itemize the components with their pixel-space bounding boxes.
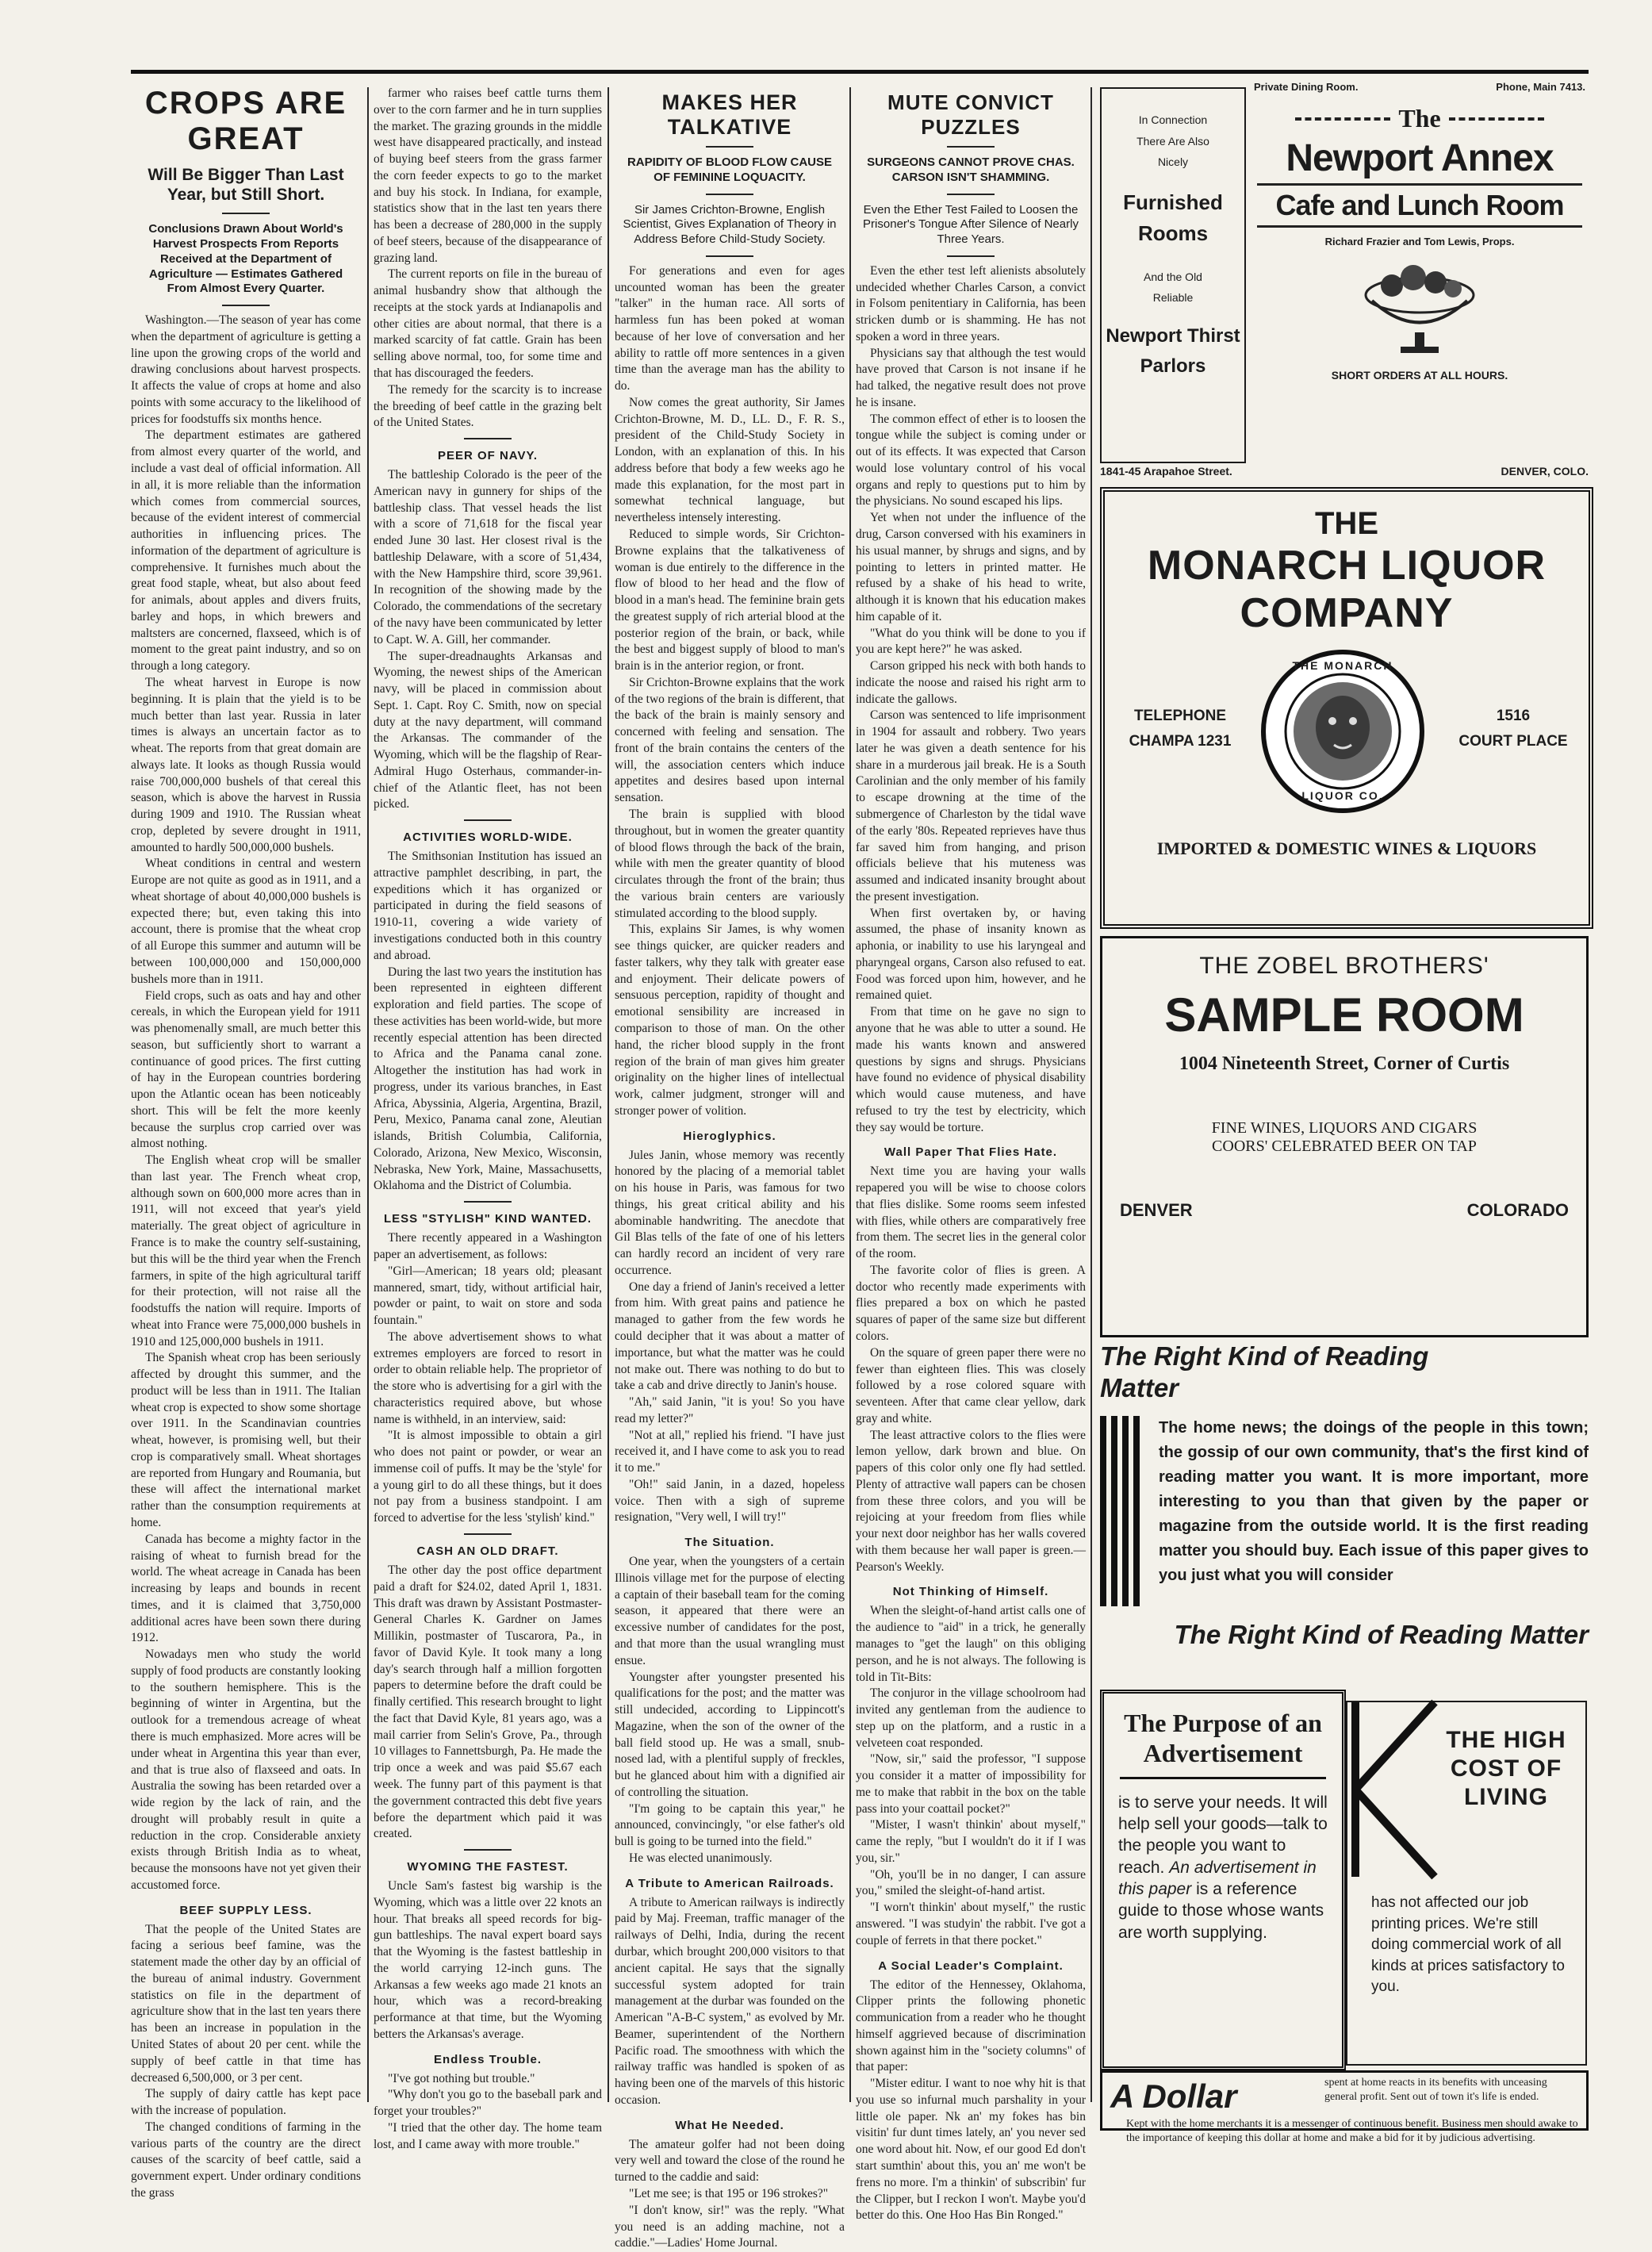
- section-heading: Not Thinking of Himself.: [892, 1585, 1049, 1599]
- paragraph: The least attractive colors to the flies were lemon yellow, dark brown and blue. On papers of this color only one fly had settled. Plenty of attractive wall papers can be chosen from these three colors, and you will be rejoicing at your freedom from flies while your next door neighbor has her walls covered with them because her wall paper is green.—Pearson's Weekly.: [856, 1428, 1086, 1574]
- paragraph: The favorite color of flies is green. A doctor who recently made experiments with flies prepared a box on which he pasted squares of paper of the same size but different colors.: [856, 1263, 1086, 1343]
- deck-talkative: Sir James Crichton-Browne, English Scientist, Gives Explanation of Theory in Address Before Child-Study Society.: [623, 202, 837, 246]
- ad-text: And the Old: [1144, 270, 1202, 283]
- headline-talkative: MAKES HER TALKATIVE: [661, 90, 798, 139]
- article-body: [856, 1603, 1086, 1949]
- paragraph: One day a friend of Janin's received a letter from him. With great pains and patience he managed to gather from the few words he could decipher that it was about a matter of importance, but what the matter was he could not make out. There was nothing to do but to take a cab and drive directly to Janin's house.: [615, 1279, 845, 1393]
- paragraph: The brain is supplied with blood throughout, but in women the greater quantity of blood flows through the back of the brain, while with men the greater quantity of blood circulates through the front of the brain; thus the various brain centers are variously stimulated according to the blood supply.: [615, 808, 845, 920]
- paragraph: When the sleight-of-hand artist calls one of the audience to "aid" in a trick, he generally manages to "get the laugh" on this obliging person, and he is not always. The following is told in Tit-Bits:: [856, 1604, 1086, 1684]
- fruit-bowl-icon: [1251, 257, 1589, 364]
- ad-body: Kept with the home merchants it is a messenger of continuous benefit. Business men should awake to the importance of keeping this dollar at home and make a bid for it by judicious advertising.: [1126, 2118, 1578, 2144]
- article-body: [374, 1878, 602, 2043]
- ad-body: is to serve your needs. It will help sell your goods—talk to the people you want to reach.: [1118, 1793, 1328, 1877]
- divider: [706, 194, 753, 195]
- ad-text: DENVER: [1120, 1200, 1193, 1220]
- article-body: [615, 1895, 845, 2109]
- ad-parlors: [1100, 87, 1246, 463]
- paragraph: Uncle Sam's fastest big warship is the Wyoming, which was a little over 22 knots an hour. That breaks all speed records for big-gun battleships. The naval expert board says that the Wyoming is the fastest battleship in the world carrying 12-inch guns. The Arkansas a few weeks ago made 21 knots an hour, which was a record-breaking performance at that time, but the Wyoming betters the Arkansas's average.: [374, 1879, 602, 2041]
- paragraph: "Girl—American; 18 years old; pleasant mannered, smart, tidy, without artificial hair, powder or paint, to wait on store and soda fountain.": [374, 1264, 602, 1328]
- article-body: [374, 86, 602, 432]
- column-crops: [131, 86, 361, 2200]
- paragraph: "I'm going to be captain this year," he announced, convincingly, "or else father's old bull is going to be turned into the field.": [615, 1801, 845, 1849]
- paragraph: That the people of the United States are facing a serious beef famine, was the statement made the other day by an official of the bureau of animal industry. Government statistics on file in the department of agriculture show that in the last ten years there has been an increase in population in the United States of about 20 per cent. while the supply of beef cattle in that time has decreased 6,500,000, or 3 per cent.: [131, 1922, 361, 2085]
- paragraph: Washington.—The season of year has come when the department of agriculture is getting a line upon the growing crops of the world and drawing conclusions about harvest prospects. It affects the value of crops at home and also points with some accuracy to the likelihood of prices for foodstuffs six months hence.: [131, 313, 361, 426]
- ad-text: Newport Thirst: [1106, 324, 1240, 347]
- ad-body: spent at home reacts in its benefits with unceasing general profit. Sent out of town it's life is ended.: [1324, 2077, 1547, 2103]
- paragraph: "Mister, I wasn't thinkin' about myself," came the reply, "but I wouldn't do it if I was you, sir.": [856, 1818, 1086, 1865]
- paragraph: During the last two years the institution has been represented in eighteen different exploration and field parties. The scope of these activities has been world-wide, but more recently especial attention has been directed to Africa and the Panama canal zone. Altogether the institution has had work in progress, under its various branches, in East Africa, Abyssinia, Algeria, Argentina, Brazil, Peru, Mexico, Panama canal zone, Aleutian islands, British Columbia, California, Colorado, Arizona, New Mexico, Wisconsin, Nebraska, New York, Maine, Massachusetts, Oklahoma and the District of Columbia.: [374, 965, 602, 1193]
- divider: [947, 255, 995, 257]
- paragraph: Yet when not under the influence of the drug, Carson conversed with his examiners in his usual manner, by shrugs and signs, and by pointing to letters in printed matter. He refused by a shake of his head to write, although it is known that his education makes him capable of it.: [856, 511, 1086, 623]
- section-heading: ACTIVITIES WORLD-WIDE.: [403, 831, 573, 845]
- ad-text: Reliable: [1152, 291, 1194, 305]
- ad-text: COURT PLACE: [1458, 733, 1568, 750]
- paragraph: "I worn't thinkin' about myself," the rustic answered. "I was studyin' the rabbit. I've got a couple of ferrets in that there pocket.": [856, 1901, 1086, 1947]
- divider: [1120, 1777, 1326, 1779]
- ad-text: SHORT ORDERS AT ALL HOURS.: [1331, 369, 1508, 382]
- article-body: [615, 1148, 845, 1527]
- paragraph: The battleship Colorado is the peer of the American navy in gunnery for ships of the battleship class. That vessel heads the list with a score of 71,618 for the fiscal year ended June 30 last. Her closest rival is the battleship Delaware, with a score of 51,434, with the New Hampshire third, score 39,961. In recognition of the showing made by the Colorado, the commendations of the secretary of the navy have been communicated by letter to Capt. W. A. Gill, her commander.: [374, 468, 602, 646]
- seal-lettering: LIQUOR CO.: [1301, 789, 1384, 802]
- paragraph: One year, when the youngsters of a certain Illinois village met for the purpose of electing a captain of their baseball team for the coming season, it appeared that there were an excessive number of candidates for the post, and that more than the usual wrangling must ensue.: [615, 1555, 845, 1667]
- headline-convict: MUTE CONVICT PUZZLES: [887, 90, 1054, 139]
- paragraph: Youngster after youngster presented his qualifications for the post; and the matter was still undecided, according to Lippincott's Magazine, when the son of the owner of the ball field stood up. He was a small, snub-nosed lad, with a plentiful supply of freckles, but he glanced about him with a dignified air of controlling the situation.: [615, 1670, 845, 1799]
- article-body: [374, 467, 602, 813]
- paragraph: "Now, sir," said the professor, "I suppose you consider it a matter of impossibility for me to make that rabbit in the box on the table pass into your coattail pocket?": [856, 1752, 1086, 1816]
- ad-body: The home news; the doings of the people in this town; the gossip of our own community, that's the first kind of reading matter you want. It is more important, more interesting to you than that given by the paper or magazine from the outside world. It is the first reading matter you should buy. Each issue of this paper gives to you just what you will consider: [1159, 1419, 1589, 1585]
- article-body: [374, 1230, 602, 1527]
- paragraph: The other day the post office department paid a draft for $24.02, dated April 1, 1831. This draft was drawn by Assistant Postmaster-General Charles K. Gardner on James Millikin, postmaster of Tuscarora, Pa., in favor of David Kyle. It took many a long day's search through half a million forgotten papers to determine before the draft could be finally certified. This research brought to light the fact that David Kyle, 81 years ago, was a mail carrier from Selin's Grove, Pa., through 10 villages to Fannettsburgh, Pa. He made the trip once a week and was paid $5.67 each week. The funny part of this payment is that the government contracted this debt five years before the department which paid it was created.: [374, 1563, 602, 1841]
- paragraph: Jules Janin, whose memory was recently honored by the placing of a memorial tablet on his house in Paris, was famous for two things, his great critical ability and his abominable handwriting. The anecdote that Gil Blas tells of the fate of one of his letters can hardly record an incident of very rare occurrence.: [615, 1148, 845, 1277]
- ad-text: Private Dining Room.: [1254, 81, 1359, 93]
- paragraph: "Not at all," replied his friend. "I have just received it, and I have come to ask you to read it to me.": [615, 1428, 845, 1475]
- paragraph: "It is almost impossible to obtain a girl who does not paint or powder, or wear an immense coil of puffs. It may be the 'style' for a young girl to do all these things, but it does not pay from a business standpoint. I am forced to advertise for the less 'stylish' kind.": [374, 1429, 602, 1525]
- paragraph: "I've got nothing but trouble.": [388, 2071, 535, 2085]
- paragraph: The Spanish wheat crop has been seriously affected by drought this summer, and the product will be less than in 1911. The Italian wheat crop is expected to show some shortage over 1911. In the Scandinavian countries wheat, however, is promising well, but their crop is comparatively small. Wheat shortages are reported from Hungary and Roumania, but these will affect the international market rather than the consumption requirements at home.: [131, 1351, 361, 1530]
- paragraph: Now comes the great authority, Sir James Crichton-Browne, M. D., LL. D., F. R. S., president of the Child-Study Society in London, with an explanation of this. In his address before that body a few weeks ago he made this explanation, for the most part in somewhat technical language, but nevertheless intensely interesting.: [615, 395, 845, 525]
- paragraph: The common effect of ether is to loosen the tongue while the subject is coming under or out of its effects. It was expected that Carson would lose voluntary control of his vocal organs and reply to questions put to him by the physicians. No sound escaped his lips.: [856, 412, 1086, 508]
- paragraph: "Let me see; is that 195 or 196 strokes?": [629, 2186, 829, 2200]
- paragraph: The current reports on file in the bureau of animal husbandry show that although the receipts at the stock yards at Indianapolis and other cities are about normal, that there is a marked scarcity of fat cattle. Grain has been selling above normal, too, for some time and that has discouraged the feeders.: [374, 267, 602, 381]
- ad-text: Richard Frazier and Tom Lewis, Props.: [1324, 236, 1515, 247]
- article-body: [374, 849, 602, 1195]
- paragraph: Next time you are having your walls repapered you will be wise to choose colors that flies dislike. Some rooms seem infested with flies, while others are comparatively free from them. The secret lies in the general color of the room.: [856, 1164, 1086, 1261]
- ad-title: The Right Kind of Reading Matter: [1174, 1620, 1589, 1650]
- section-heading: A Social Leader's Complaint.: [878, 1959, 1064, 1973]
- divider: [222, 305, 270, 306]
- ad-text: Rooms: [1137, 221, 1209, 245]
- paragraph: The department estimates are gathered from almost every quarter of the world, and include a vast deal of official information. All in all, it is more reliable than the information which comes from commercial sources, because of the evident interest of commercial authorities in influencing prices. The information of the department of agriculture is comprehensive. It furnishes much about the great food staple, wheat, but also about feed for animals, about apples and divers fruits, barley and hops, in which brewers and maltsters are concerned, flaxseed, which is of moment to the great paint industry, and so on through a long category.: [131, 428, 361, 673]
- ad-text: There Are Also: [1136, 134, 1209, 148]
- seal-lettering: THE MONARCH: [1292, 659, 1393, 672]
- ad-tagline: IMPORTED & DOMESTIC WINES & LIQUORS: [1156, 838, 1537, 858]
- ad-zobel-brothers: [1100, 936, 1589, 1337]
- divider: [706, 146, 753, 148]
- divider: [222, 213, 270, 214]
- paragraph: A tribute to American railways is indirectly paid by Maj. Freeman, traffic manager of the railways of Delhi, India, during the recent durbar, which brought 200,000 visitors to that ancient capital. He says that the signally successful system adopted for train management at the durbar was founded on the American "A-B-C system," as evolved by Mr. Beamer, superintendent of the Northern Pacific road. The smoothness with which the railway traffic was handled is spoken of as having been one of the marvels of this historic occasion.: [615, 1895, 845, 2107]
- ad-title: THE HIGH COST OF LIVING: [1446, 1727, 1566, 1810]
- ad-title: A Dollar: [1110, 2077, 1237, 2115]
- paragraph: Carson was sentenced to life imprisonment in 1904 for assault and robbery. Two years later he was given a death sentence for his share in a murderous jail break. He is a South Carolinian and the only member of his family to escape drowning at the time of the submergence of Charleston by the tidal wave of the early '80s. Repeated reprieves have thus far saved him from hanging, and prison officials believe that his muteness was assumed and indicated insanity brought about the present investigation.: [856, 708, 1086, 903]
- subhead-talkative: RAPIDITY OF BLOOD FLOW CAUSE OF FEMININE LOQUACITY.: [627, 155, 833, 184]
- section-heading: BEEF SUPPLY LESS.: [179, 1903, 312, 1917]
- ad-text: 1004 Nineteenth Street, Corner of Curtis: [1179, 1053, 1510, 1074]
- paragraph: Sir Crichton-Browne explains that the work of the two regions of the brain is different, that the back of the brain is mainly sensory and concerned with feeling and sensation. The front of the brain contains the centers of the will, the association centers which induce appetites and desires based upon internal sensation.: [615, 675, 845, 805]
- paragraph: The super-dreadnaughts Arkansas and Wyoming, the newest ships of the American navy, will be placed in commission about Sept. 1. Capt. Roy C. Smith, now on special duty at the navy department, will command the Arkansas. The commander of the Wyoming, which will be the flagship of Rear-Admiral Hugo Osterhaus, commander-in-chief of the Atlantic fleet, has not been picked.: [374, 649, 602, 811]
- ad-high-cost: [1346, 1701, 1587, 2066]
- article-body: [131, 1922, 361, 2202]
- ad-text: Parlors: [1140, 355, 1206, 378]
- deck-crops: Conclusions Drawn About World's Harvest Prospects From Reports Received at the Department of Agriculture — Estimates Gathered From Almost Every Quarter.: [148, 222, 343, 296]
- divider: [464, 819, 512, 821]
- paragraph: Carson gripped his neck with both hands to indicate the noose and raised his right arm to indicate the gallows.: [856, 659, 1086, 706]
- paragraph: Reduced to simple words, Sir Crichton-Browne explains that the talkativeness of woman is due entirely to the difference in the flow of blood to her head and the flow of blood in a man's head. The feminine brain gets the greatest supply of rich arterial blood at the posterior region of the brain, or back, while the best and biggest supply of blood to man's brain is in the anterior region, or front.: [615, 528, 845, 673]
- article-body: [856, 1978, 1086, 2224]
- paragraph: The supply of dairy cattle has kept pace with the increase of population.: [131, 2087, 361, 2118]
- ad-text: Phone, Main 7413.: [1496, 81, 1585, 93]
- paragraph: "Why don't you go to the baseball park and forget your troubles?": [374, 2088, 602, 2119]
- paragraph: When first overtaken by, or having assumed, the phase of insanity known as aphonia, or inability to use his laryngeal and pharyngeal organs, Carson also refused to eat. Food was forced upon him, however, and he remained quiet.: [856, 906, 1086, 1003]
- section-heading: LESS "STYLISH" KIND WANTED.: [383, 1212, 592, 1226]
- section-heading: A Tribute to American Railroads.: [625, 1876, 834, 1890]
- decorative-rule: [1449, 117, 1544, 121]
- top-rule: [131, 70, 1589, 74]
- paragraph: The conjuror in the village schoolroom had invited any gentleman from the audience to step up on the platform, and a rustic in a velveteen coat responded.: [856, 1686, 1086, 1750]
- divider: [464, 438, 512, 439]
- ad-text: COLORADO: [1466, 1200, 1569, 1220]
- paragraph: Field crops, such as oats and hay and other cereals, in which the European yield for 1911 was phenomenally small, are much better this season, but sufficiently short to warrant a continuance of good prices. The first cutting of hay in the European countries bordering upon the Atlantic ocean has been noticeably short. This will be felt the more keenly because the surplus crop carried over was almost nothing.: [131, 988, 361, 1151]
- paragraph: On the square of green paper there were no fewer than eighteen flies. This was closely followed by a rose colored square with seventeen. After that came clear yellow, dark gray and white.: [856, 1345, 1086, 1425]
- divider: [947, 146, 995, 148]
- paragraph: The wheat harvest in Europe is now beginning. It is plain that the yield is to be much better than last year. Russia in later times is always an uncertain factor as to wheat. The reports from that great domain are always late. It looks as though Russia would raise 700,000,000 bushels of that cereal this season, which is above the harvest in Russia during 1909 and 1910. The Russian wheat crop, depleted by severe drought in 1911, amounted to hardly 500,000,000 bushels.: [131, 675, 361, 854]
- article-body: [856, 1164, 1086, 1575]
- ad-text: In Connection: [1138, 113, 1208, 126]
- paragraph: The English wheat crop will be smaller than last year. The French wheat crop, although sown on 600,000 more acres than in 1911, will not exceed that year's yield materially. The great object of agriculture in France is to make the country self-sustaining, but this will be the third year when the French farmers, in spite of the high agricultural tariff for their protection, will not raise all the foodstuffs the nation will require. Imports of wheat into France were 75,000,000 bushels in 1910 and 125,000,000 bushels in 1911.: [131, 1153, 361, 1349]
- decorative-rule: [1295, 117, 1390, 121]
- ad-text: Furnished: [1123, 190, 1223, 214]
- paragraph: For generations and even for ages uncounted woman has been the greater "talker" in the human race. All sorts of harmless fun has been poked at woman because of her love of conversation and her ability to rattle off more sentences in a given time than the average man has the ability to do.: [615, 263, 845, 393]
- paragraph: Canada has become a mighty factor in the raising of wheat to furnish bread for the world. The wheat acreage in Canada has been increasing by leaps and bounds in recent times, and it is claimed that 3,750,000 additional acres have been sown there during 1912.: [131, 1532, 361, 1645]
- article-body: [131, 313, 361, 1894]
- ad-subtitle: Cafe and Lunch Room: [1275, 189, 1564, 221]
- divider: [464, 1201, 512, 1203]
- ad-title: COMPANY: [1240, 590, 1454, 636]
- article-body: [374, 1563, 602, 1843]
- article-body: [615, 1554, 845, 1867]
- paragraph: The amateur golfer had not been doing very well and toward the close of the round he turned to the caddie and said:: [615, 2137, 845, 2185]
- paragraph: Even the ether test left alienists absolutely undecided whether Charles Carson, a convict in Folsom penitentiary in California, has been stricken dumb or is shamming. He has not spoken a word in three years.: [856, 263, 1086, 343]
- section-heading: Wall Paper That Flies Hate.: [883, 1145, 1058, 1160]
- ad-reading-matter: [1100, 1341, 1589, 1682]
- ad-text: THE: [1315, 506, 1378, 541]
- ad-text: THE ZOBEL BROTHERS': [1199, 953, 1489, 979]
- ad-body: has not affected our job printing prices. We're still doing commercial work of all kinds at prices satisfactory to you.: [1371, 1894, 1565, 1996]
- paragraph: Wheat conditions in central and western Europe are not quite as good as in 1911, and a wheat shortage of about 40,000,000 bushels is expected there; but, even taking this into account, there is promise that the wheat crop of all Europe this summer and autumn will be between 100,000,000 and 150,000,000 bushels more than in 1911.: [131, 857, 361, 986]
- ad-title: The Purpose of an Advertisement: [1124, 1709, 1322, 1768]
- ad-text: 1841-45 Arapahoe Street.: [1100, 465, 1232, 478]
- ad-text: FINE WINES, LIQUORS AND CIGARS: [1211, 1119, 1478, 1137]
- ad-text: DENVER, COLO.: [1501, 465, 1589, 478]
- article-body: [856, 263, 1086, 1137]
- paragraph: The above advertisement shows to what extremes employers are forced to resort in order to obtain reliable help. The proprietor of the store who is advertising for a girl with the characteristics required above, but whose name is withheld, in an interview, said:: [374, 1329, 602, 1426]
- divider: [947, 194, 995, 195]
- paragraph: farmer who raises beef cattle turns them over to the corn farmer and he in turn supplies the market. The grazing grounds in the middle west have disappeared practically, and instead of buying beef steers from the grass farmer the corn feeder expects to go to the market and buy his stock. In Indiana, for example, statistics show that in the last ten years there has been a decrease of 280,000 in the supply of beef steers, because of the disappearance of grazing land.: [374, 86, 602, 265]
- section-heading: Hieroglyphics.: [683, 1129, 776, 1143]
- column-rule: [1090, 87, 1092, 2102]
- paragraph: This, explains Sir James, is why women see things quicker, are quicker readers and faster talkers, why they talk with greater ease and enjoyment. Their delicate powers of sensuous perception, rapidity of thought and emotional sensibility are increased in comparison to those of man. On the other hand, the richer blood supply in the front region of the brain of man gives him greater originality on the higher lines of intellectual work, calmer judgment, stronger will and stronger power of volition.: [615, 923, 845, 1118]
- ad-monarch-liquor: [1100, 487, 1593, 929]
- paragraph: "What do you think will be done to you if you are kept here?" he was asked.: [856, 626, 1086, 657]
- column-rule: [849, 87, 851, 2102]
- paragraph: Physicians say that although the test would have proved that Carson is not insane if he had talked, the negative result does not prove he is insane.: [856, 346, 1086, 409]
- ad-title: SAMPLE ROOM: [1164, 988, 1524, 1042]
- column-rule: [367, 87, 369, 2102]
- bracket-icon: [1347, 1702, 1443, 1877]
- ad-newport-annex: [1251, 81, 1589, 454]
- ad-title: MONARCH LIQUOR: [1147, 543, 1547, 589]
- paragraph: The editor of the Hennessey, Oklahoma, Clipper prints the following phonetic communication from a reader who he thought himself aggrieved because of discrimination shown against him in the "society columns" of that paper:: [856, 1978, 1086, 2074]
- divider: [1257, 225, 1582, 228]
- paragraph: "I tried that the other day. The home team lost, and I came away with more trouble.": [374, 2120, 602, 2151]
- paragraph: The remedy for the scarcity is to increase the breeding of beef cattle in the grazing belt of the United States.: [374, 382, 602, 430]
- ad-purpose: [1100, 1690, 1346, 2070]
- ad-title: The Right Kind of Reading Matter: [1100, 1341, 1429, 1402]
- subhead-crops: Will Be Bigger Than Last Year, but Still Short.: [148, 166, 344, 205]
- paragraph: The changed conditions of farming in the various parts of the country are the direct causes of the scarcity of beef cattle, said a government expert. Under ordinary conditions the grass: [131, 2120, 361, 2200]
- paragraph: "Mister editur. I want to noe why hit is that you use so infurnal much parshality in your little ole paper. Nk an' my fokes has bin visitin' fur dunt times lately, an' you never sed one word about hit. Now, ef our good Ed don't start sumthin' about this, you an' me won't be frens no more. I'm a thinkin' of subscribin' fur the Clipper, but I reckon I won't. Maybe you'd better do this. One Hoo Has Bin Ronged.": [856, 2077, 1086, 2223]
- subhead-convict: SURGEONS CANNOT PROVE CHAS. CARSON ISN'T SHAMMING.: [867, 155, 1075, 184]
- section-heading: PEER OF NAVY.: [437, 449, 539, 463]
- ad-text: CHAMPA 1231: [1129, 733, 1232, 750]
- deck-convict: Even the Ether Test Failed to Loosen the Prisoner's Tongue After Silence of Nearly Three Years.: [863, 202, 1079, 246]
- paragraph: From that time on he gave no sign to anyone that he was able to utter a sound. He made his wants known and answered questions by signs and shrugs. Physicians have found no evidence of physical disability which would cause muteness, and have refused to try the test by electricity, which they say would be torture.: [856, 1005, 1086, 1134]
- divider: [464, 1849, 512, 1851]
- article-body: [374, 2071, 602, 2154]
- column-rule: [608, 87, 609, 2102]
- article-body: [615, 263, 845, 1120]
- paragraph: "Oh!" said Janin, in a dazed, hopeless voice. Then with a sigh of supreme resignation, "Very well, I will try!": [615, 1477, 845, 1525]
- decorative-bars: [1100, 1416, 1148, 1606]
- column-convict: [856, 86, 1086, 2223]
- paragraph: The Smithsonian Institution has issued an attractive pamphlet describing, in part, the expeditions which it has organized or participated in during the field seasons of 1910-11, covering a wide variety of investigations conducted both in this country and abroad.: [374, 850, 602, 962]
- section-heading: The Situation.: [684, 1536, 775, 1550]
- ad-title: Newport Annex: [1286, 137, 1554, 179]
- column-misc: [374, 86, 602, 2151]
- ad-text: TELEPHONE: [1133, 708, 1227, 724]
- section-heading: What He Needed.: [675, 2118, 784, 2132]
- paragraph: "Oh, you'll be in no danger, I can assure you," smiled the sleight-of-hand artist.: [856, 1867, 1086, 1898]
- newspaper-page: [131, 70, 1589, 2250]
- section-heading: CASH AN OLD DRAFT.: [416, 1544, 559, 1559]
- ad-text: The: [1398, 104, 1441, 132]
- paragraph: "Ah," said Janin, "it is you! So you have read my letter?": [615, 1395, 845, 1425]
- ad-text: Nicely: [1157, 155, 1189, 169]
- section-heading: WYOMING THE FASTEST.: [407, 1860, 569, 1874]
- article-body: [615, 2137, 845, 2252]
- column-talkative: [615, 86, 845, 2250]
- paragraph: Nowadays men who study the world supply of food products are constantly looking to the southern hemisphere. This is the beginning of winter in Argentina, but the outlook for a tremendous acreage of wheat there is much emphasized. More acres will be under wheat in Argentina this year than ever, and that is true also of flaxseed and oats. In Australia the sowing has been retarded over a wide region by the lack of rain, and the drought will probably result in quite a reduction in the crop. Considerable anxiety exists through British India as to wheat, because the monsoons have not yet given their accustomed force.: [131, 1648, 361, 1892]
- divider: [464, 1533, 512, 1535]
- divider: [706, 255, 753, 257]
- divider: [1257, 183, 1582, 186]
- ad-text: 1516: [1496, 708, 1531, 724]
- section-heading: Endless Trouble.: [433, 2052, 542, 2066]
- paragraph: "I don't know, sir!" was the reply. "What you need is an adding machine, not a caddie."—Ladies' Home Journal.: [615, 2203, 845, 2250]
- ad-text: COORS' CELEBRATED BEER ON TAP: [1212, 1138, 1477, 1155]
- ad-dollar: [1100, 2070, 1589, 2144]
- ad-body-emphasis: An advertisement in this paper: [1118, 1858, 1317, 1898]
- headline-crops: CROPS ARE GREAT: [144, 86, 347, 156]
- paragraph: He was elected unanimously.: [629, 1851, 772, 1865]
- ad-address-line: [1100, 465, 1589, 478]
- ad-body: is a reference guide to those whose wants are worth supplying.: [1118, 1879, 1324, 1942]
- paragraph: There recently appeared in a Washington paper an advertisement, as follows:: [374, 1231, 602, 1261]
